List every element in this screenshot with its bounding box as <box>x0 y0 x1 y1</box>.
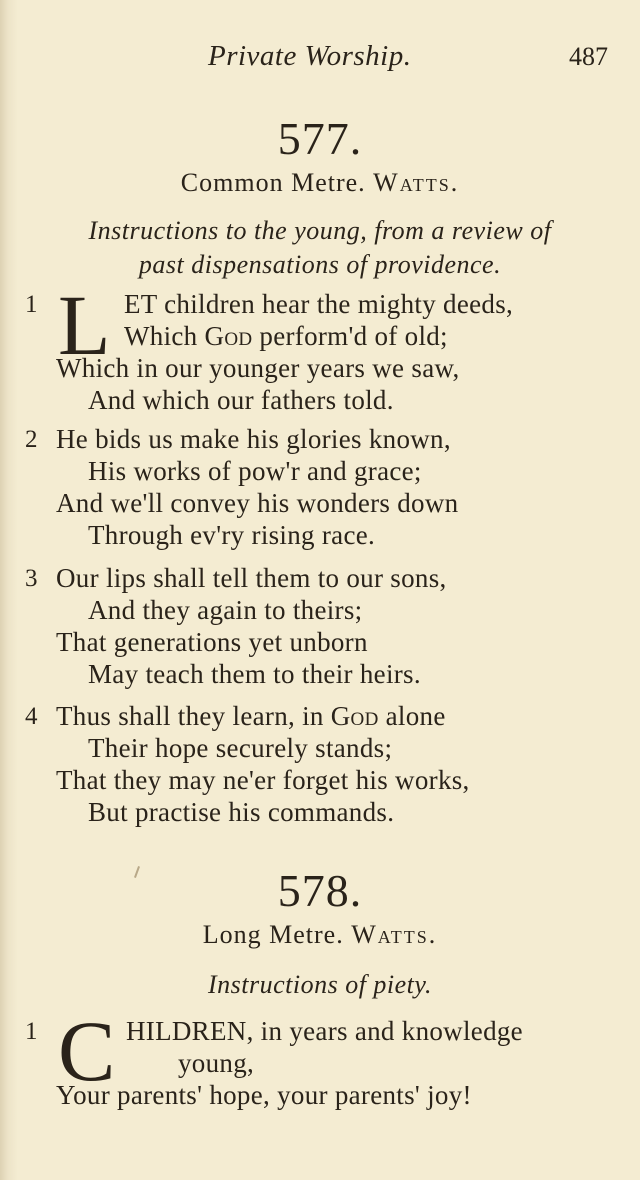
verse-line: That generations yet unborn <box>56 627 368 657</box>
divine-name: God <box>204 321 253 351</box>
hymn-subtitle <box>0 968 640 1002</box>
line-text: Which <box>124 321 205 351</box>
verse-line: May teach them to their heirs. <box>88 659 421 689</box>
line-text: perform'd of old; <box>252 321 448 351</box>
drop-cap: C <box>58 1003 116 1099</box>
verse-line: That they may ne'er forget his works, <box>56 765 470 795</box>
verse-number: 1 <box>25 291 38 318</box>
verse-line: And which our fathers told. <box>88 385 394 415</box>
verse-line: HILDREN, in years and knowledge <box>126 1016 523 1046</box>
verse-number: 2 <box>25 426 38 453</box>
divine-name: God <box>330 701 379 731</box>
running-title: Private Worship. <box>208 40 412 72</box>
hymn-author: Watts. <box>351 920 438 949</box>
line-text: alone <box>378 701 446 731</box>
verse-line: But practise his commands. <box>88 797 395 827</box>
verse-line: And we'll convey his wonders down <box>56 488 459 518</box>
hymn-meter <box>0 920 640 950</box>
hymn-subtitle <box>0 214 640 282</box>
verse-line: He bids us make his glories known, <box>56 424 451 454</box>
hymn-number: 577. <box>277 113 363 164</box>
page-number: 487 <box>569 42 608 71</box>
verse-line: His works of pow'r and grace; <box>88 456 422 486</box>
subtitle-line: past dispensations of providence. <box>138 250 502 279</box>
verse-line <box>56 701 446 732</box>
verse-number: 3 <box>25 565 38 592</box>
verse-line: Which in our younger years we saw, <box>56 353 460 383</box>
meter-name: Long Metre. <box>202 920 344 949</box>
verse-line: ET children hear the mighty deeds, <box>124 289 514 319</box>
verse-number: 1 <box>25 1018 38 1045</box>
verse-line: Through ev'ry rising race. <box>88 520 376 550</box>
verse-line: And they again to theirs; <box>88 595 363 625</box>
verse-line: Their hope securely stands; <box>88 733 393 763</box>
verse-line: Our lips shall tell them to our sons, <box>56 563 447 593</box>
hymn-meter <box>0 168 640 198</box>
meter-name: Common Metre. <box>180 168 366 197</box>
running-head <box>0 40 640 80</box>
verse-number: 4 <box>25 703 38 730</box>
verse-line: Your parents' hope, your parents' joy! <box>56 1080 472 1110</box>
verse-line <box>124 321 448 352</box>
drop-cap: L <box>58 277 111 373</box>
verse-line: young, <box>178 1048 255 1078</box>
subtitle-line: Instructions of piety. <box>207 970 433 999</box>
hymn-author: Watts. <box>373 168 460 197</box>
line-text: Thus shall they learn, in <box>56 701 331 731</box>
subtitle-line: Instructions to the young, from a review of <box>88 216 552 245</box>
hymn-number: 578. <box>277 865 363 916</box>
